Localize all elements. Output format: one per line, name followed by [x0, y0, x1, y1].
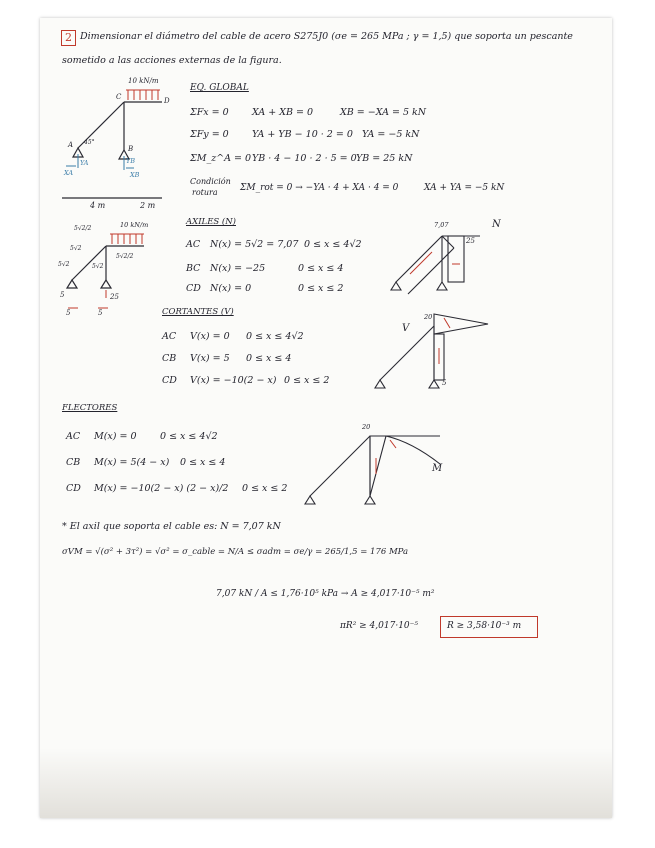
- fig1-dim-2m: 2 m: [140, 201, 156, 210]
- cort-row-3-seg: CD: [162, 375, 177, 386]
- answer-box: [440, 616, 538, 638]
- page-shadow: [40, 748, 612, 818]
- fig2-f9: 5: [98, 309, 103, 317]
- flec-row-3-seg: CD: [66, 483, 81, 494]
- fig1-angle: 45°: [84, 139, 95, 146]
- fig1-node-a: A: [68, 141, 74, 149]
- axil-row-2-seg: BC: [186, 263, 201, 274]
- fig1-dim-4m: 4 m: [90, 201, 106, 210]
- cortantes-title: CORTANTES (V): [162, 307, 234, 317]
- axial-diagram-label: N: [492, 219, 501, 230]
- shear-diagram-val2: 5: [442, 379, 447, 387]
- cond-result: XA + YA = −5 kN: [424, 183, 505, 193]
- fig1-xb: XB: [130, 171, 140, 179]
- cort-row-1-expr: V(x) = 0: [190, 331, 230, 342]
- axial-diagram-val1: 7,07: [434, 221, 449, 229]
- fig1-ya: YA: [80, 159, 89, 167]
- cort-row-1-seg: AC: [162, 331, 177, 342]
- cort-row-3-range: 0 ≤ x ≤ 2: [284, 375, 330, 386]
- problem-statement-line1: Dimensionar el diámetro del cable de acero S275J0 (σe = 265 MPa ; γ = 1,5) que soporta un pescante: [80, 31, 573, 42]
- problem-number: 2: [61, 30, 76, 46]
- fig2-f6: 5: [60, 291, 65, 299]
- cond-label-2: rotura: [192, 188, 218, 197]
- cort-row-1-range: 0 ≤ x ≤ 4√2: [246, 331, 304, 342]
- flec-row-1-seg: AC: [66, 431, 81, 442]
- flec-row-1-expr: M(x) = 0: [94, 431, 137, 442]
- eq-row-1-result: XB = −XA = 5 kN: [340, 107, 427, 118]
- shear-diagram-val1: 20: [424, 313, 433, 321]
- fig1-yb: YB: [126, 157, 136, 165]
- problem-statement-line2: sometido a las acciones externas de la figura.: [62, 55, 282, 66]
- answer-radius: R ≥ 3,58·10⁻³ m: [447, 621, 522, 631]
- eq-row-2-result: YA = −5 kN: [362, 129, 420, 140]
- fig1-load-label: 10 kN/m: [128, 77, 159, 85]
- flec-row-1-range: 0 ≤ x ≤ 4√2: [160, 431, 218, 442]
- moment-diagram-label: M: [432, 463, 443, 474]
- axiles-title: AXILES (N): [186, 217, 236, 227]
- eq-row-3-label: ΣM_z^A = 0: [190, 153, 252, 164]
- fig1-distributed-load: [126, 90, 160, 100]
- axil-row-3-seg: CD: [186, 283, 201, 294]
- flec-row-2-range: 0 ≤ x ≤ 4: [180, 457, 226, 468]
- moment-diagram-val1: 20: [362, 423, 371, 431]
- conclusion-von-mises: σVM = √(σ² + 3τ²) = √σ² = σ_cable = N/A ≤ σadm = σe/γ = 265/1,5 = 176 MPa: [62, 547, 409, 557]
- fig2-f8: 5: [66, 309, 71, 317]
- flectores-title: FLECTORES: [62, 403, 118, 413]
- flec-row-3-range: 0 ≤ x ≤ 2: [242, 483, 288, 494]
- flec-row-2-seg: CB: [66, 457, 81, 468]
- eq-global-title: EQ. GLOBAL: [190, 83, 249, 93]
- eq-row-3-eq: YB · 4 − 10 · 2 · 5 = 0: [252, 153, 357, 164]
- eq-row-1-eq: XA + XB = 0: [252, 107, 314, 118]
- cort-row-2-expr: V(x) = 5: [190, 353, 230, 364]
- cort-row-2-range: 0 ≤ x ≤ 4: [246, 353, 292, 364]
- fig1-node-d: D: [164, 97, 170, 105]
- conclusion-area: πR² ≥ 4,017·10⁻⁵: [340, 621, 418, 631]
- axil-row-3-range: 0 ≤ x ≤ 2: [298, 283, 344, 294]
- eq-row-3-result: YB = 25 kN: [356, 153, 413, 164]
- axil-row-3-expr: N(x) = 0: [210, 283, 252, 294]
- moment-diagram: [305, 436, 443, 504]
- axil-row-2-expr: N(x) = −25: [210, 263, 266, 274]
- fig2-f4: 5√2: [58, 261, 70, 268]
- eq-row-1-label: ΣFx = 0: [190, 107, 229, 118]
- axial-diagram-val2: 25: [466, 237, 475, 245]
- flec-row-2-expr: M(x) = 5(4 − x): [94, 457, 170, 468]
- eq-row-2-label: ΣFy = 0: [190, 129, 229, 140]
- notebook-page: [40, 18, 612, 818]
- shear-diagram: [375, 314, 488, 388]
- cort-row-2-seg: CB: [162, 353, 177, 364]
- fig1-node-b: B: [128, 145, 134, 153]
- fig2-f7: 25: [110, 293, 119, 301]
- fig2-f2: 5√2/2: [116, 253, 134, 260]
- conclusion-inequality: 7,07 kN / A ≤ 1,76·10⁵ kPa → A ≥ 4,017·10⁻⁵ m²: [216, 589, 435, 599]
- flec-row-3-expr: M(x) = −10(2 − x) (2 − x)/2: [94, 483, 229, 494]
- fig1-xa: XA: [64, 169, 74, 177]
- cond-equation: ΣM_rot = 0 → −YA · 4 + XA · 4 = 0: [240, 183, 399, 193]
- axil-row-1-seg: AC: [186, 239, 201, 250]
- eq-row-2-eq: YA + YB − 10 · 2 = 0: [252, 129, 353, 140]
- axil-row-1-range: 0 ≤ x ≤ 4√2: [304, 239, 362, 250]
- fig2-f1: 5√2/2: [74, 225, 92, 232]
- fig2-f5: 5√2: [92, 263, 104, 270]
- shear-diagram-label: V: [402, 323, 410, 334]
- fig2-f3: 5√2: [70, 245, 82, 252]
- cond-label-1: Condición: [190, 177, 231, 186]
- axil-row-1-expr: N(x) = 5√2 = 7,07: [210, 239, 299, 250]
- conclusion-axial: * El axil que soporta el cable es: N = 7,07 kN: [62, 521, 281, 532]
- fig2-load: 10 kN/m: [120, 221, 149, 229]
- fig1-node-c: C: [116, 93, 122, 101]
- axil-row-2-range: 0 ≤ x ≤ 4: [298, 263, 344, 274]
- cort-row-3-expr: V(x) = −10(2 − x): [190, 375, 277, 386]
